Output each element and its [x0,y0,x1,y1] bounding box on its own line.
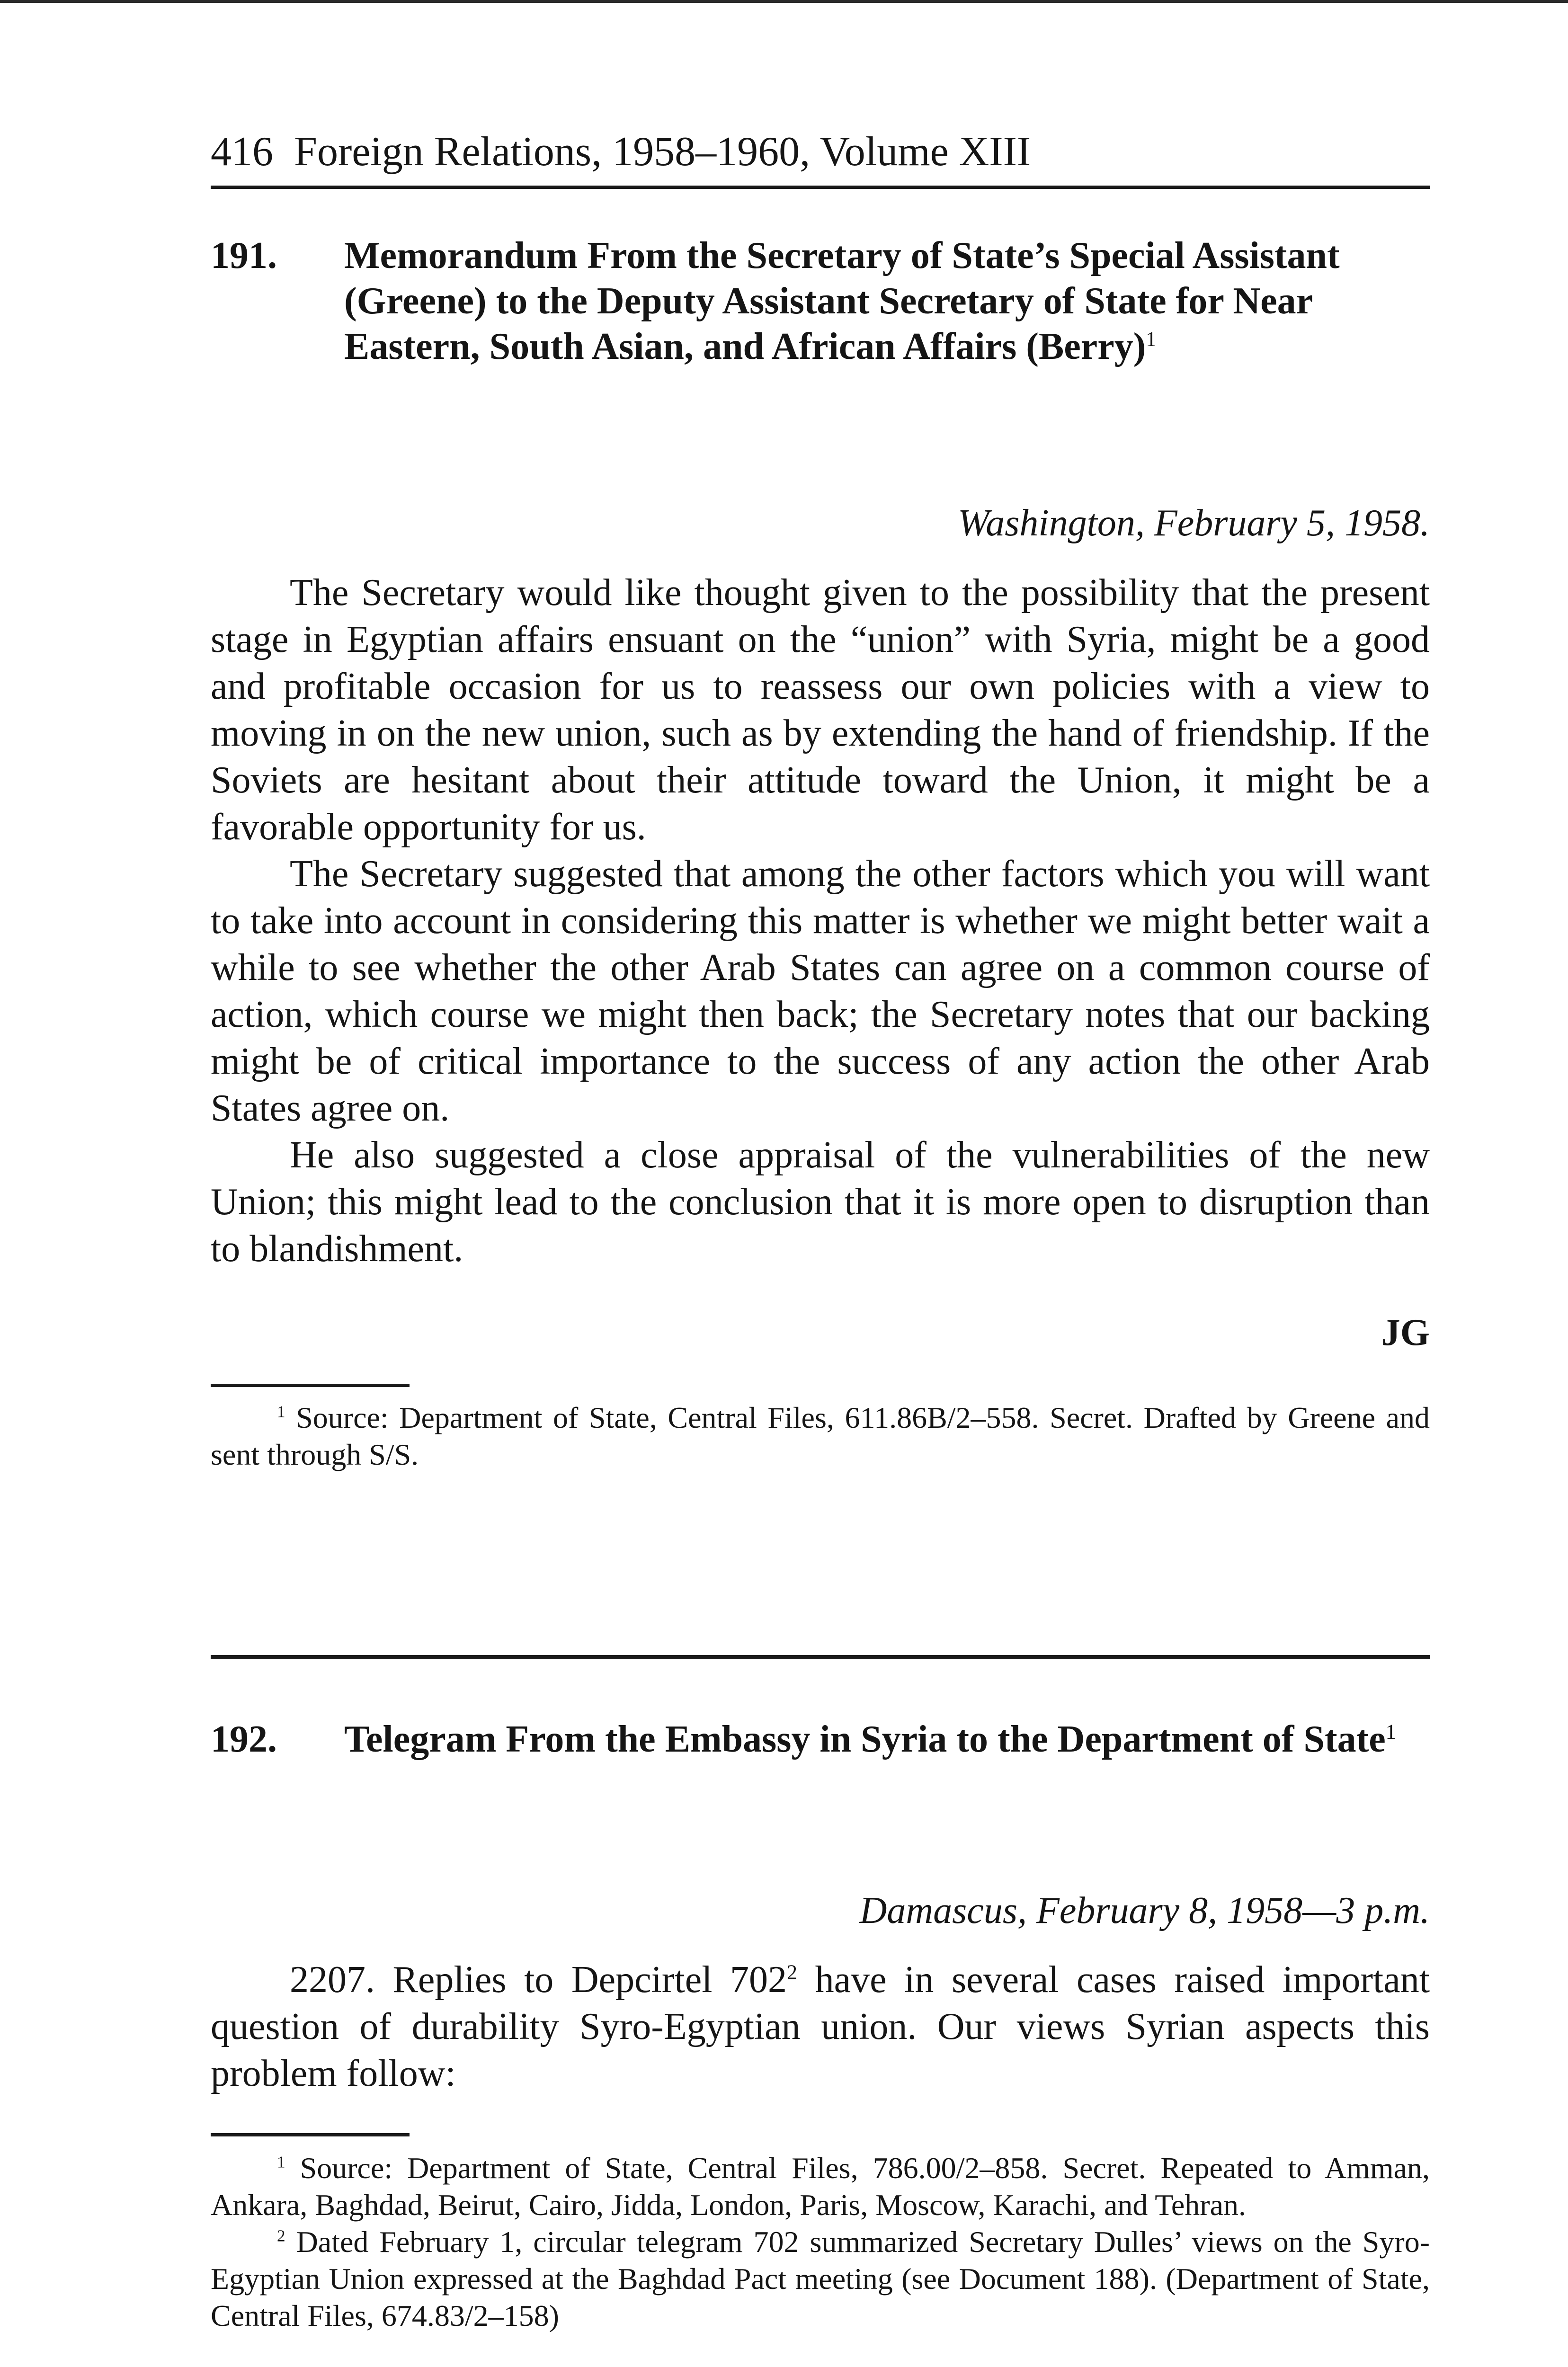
signature-initials: JG [1381,1312,1430,1353]
footnote-text: Source: Department of State, Central Files, 611.86B/2–558. Secret. Drafted by Greene and sent through S/S. [211,1401,1430,1471]
document-title-text: Memorandum From the Secretary of State’s Special Assistant (Greene) to the Deputy Assistant Secretary of State for Near Eastern, South Asian, and African Affairs (Berry) [344,235,1340,367]
body-paragraph [211,1957,1430,2097]
dateline: Damascus, February 8, 1958—3 p.m. [859,1890,1430,1931]
footnote-mark: 1 [277,2153,285,2171]
footnote-mark: 2 [277,2226,285,2245]
paragraph-rest: have in several cases raised important question of durability Syro-Egyptian union. Our views Syrian aspects this problem follow: [211,1959,1430,2094]
footnote-reference: 1 [1146,327,1157,351]
footnotes [211,1399,1430,1473]
document-number: 192. [211,1718,277,1760]
body-paragraph: He also suggested a close appraisal of the vulnerabilities of the new Union; this might lead to the conclusion that it is more open to disruption than to blandishment. [211,1134,1430,1270]
document-title [344,1717,1431,1762]
document-body [211,570,1430,1272]
body-paragraph: The Secretary would like thought given to the possibility that the present stage in Egyptian affairs ensuant on the “union” with Syria, might be a good and profitable occasion for us to reassess our own policies with a view to moving in on the new union, such as by extending the hand of friendship. If the Soviets are hesitant about their attitude toward the Union, it might be a favorable opportunity for us. [211,572,1430,848]
section-divider [211,1655,1430,1659]
footnote [211,2224,1430,2334]
document-body [211,1957,1430,2097]
footnote-mark: 1 [277,1402,285,1421]
footnote-reference: 1 [1385,1720,1396,1744]
body-paragraph: The Secretary suggested that among the other factors which you will want to take into account in considering this matter is whether we might better wait a while to see whether the other Arab States can agree on a common course of action, which course we might then back; the Secretary notes that our backing might be of critical importance to the success of any action the other Arab States agree on. [211,853,1430,1129]
document-title-text: Telegram From the Embassy in Syria to the Department of State [344,1718,1386,1760]
dateline: Washington, February 5, 1958. [957,502,1430,544]
footnote-reference: 2 [787,1960,798,1984]
running-title: Foreign Relations, 1958–1960, Volume XIII [294,129,1031,175]
footnote [211,2150,1430,2224]
footnote-rule [211,2133,410,2136]
footnotes [211,2150,1430,2334]
footnote-rule [211,1384,410,1387]
document-title [344,233,1431,369]
header-rule [211,186,1430,189]
footnote-text: Dated February 1, circular telegram 702 summarized Secretary Dulles’ views on the Syro-Egyptian Union expressed at the Baghdad Pact meeting (see Document 188). (Department of State, Central Files, 674.83/2–158) [211,2225,1430,2332]
running-header [211,124,1430,180]
page-number: 416 [211,129,273,175]
paragraph-lead: 2207. Replies to Depcirtel 702 [290,1959,787,2001]
top-edge-line [0,0,1568,3]
footnote-text: Source: Department of State, Central Files, 786.00/2–858. Secret. Repeated to Amman, Ankara, Baghdad, Beirut, Cairo, Jidda, London, Paris, Moscow, Karachi, and Tehran. [211,2151,1430,2222]
document-number: 191. [211,235,277,276]
footnote [211,1399,1430,1473]
